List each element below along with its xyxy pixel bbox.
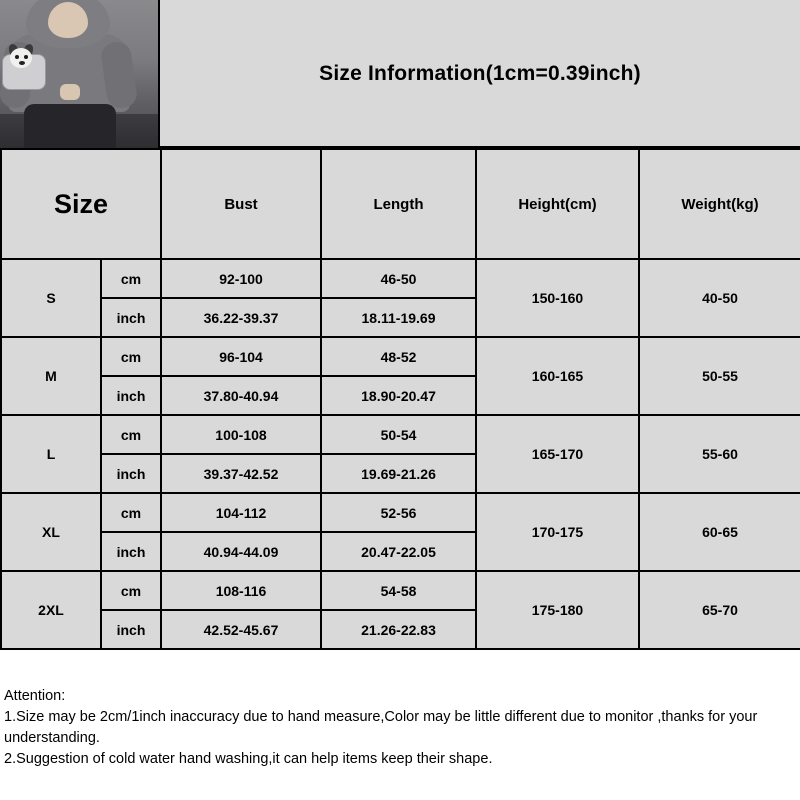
cell-unit-cm: cm [101, 571, 161, 610]
table-row [1, 259, 800, 298]
cell-height: 175-180 [476, 571, 639, 649]
column-header-bust: Bust [161, 149, 321, 259]
cell-unit-cm: cm [101, 259, 161, 298]
cell-weight: 65-70 [639, 571, 800, 649]
cell-bust-inch: 39.37-42.52 [161, 454, 321, 493]
cell-length-cm: 46-50 [321, 259, 476, 298]
cell-size-label: M [1, 337, 101, 415]
cell-length-cm: 52-56 [321, 493, 476, 532]
cell-unit-inch: inch [101, 532, 161, 571]
cell-length-inch: 18.90-20.47 [321, 376, 476, 415]
model-face [48, 2, 88, 38]
column-header-size: Size [1, 149, 161, 259]
cell-unit-inch: inch [101, 376, 161, 415]
cell-bust-cm: 96-104 [161, 337, 321, 376]
cell-bust-inch: 40.94-44.09 [161, 532, 321, 571]
table-row [1, 571, 800, 610]
cell-unit-inch: inch [101, 298, 161, 337]
cell-height: 170-175 [476, 493, 639, 571]
table-body [1, 259, 800, 649]
cell-length-inch: 21.26-22.83 [321, 610, 476, 649]
cell-length-cm: 54-58 [321, 571, 476, 610]
dog-head [10, 48, 32, 68]
cell-unit-inch: inch [101, 610, 161, 649]
cell-size-label: L [1, 415, 101, 493]
cell-height: 165-170 [476, 415, 639, 493]
header-row [1, 149, 800, 259]
cell-bust-cm: 92-100 [161, 259, 321, 298]
cell-bust-inch: 36.22-39.37 [161, 298, 321, 337]
cell-bust-inch: 37.80-40.94 [161, 376, 321, 415]
cell-size-label: S [1, 259, 101, 337]
cell-weight: 60-65 [639, 493, 800, 571]
cell-length-inch: 20.47-22.05 [321, 532, 476, 571]
attention-block [0, 683, 800, 800]
cell-weight: 55-60 [639, 415, 800, 493]
cell-height: 160-165 [476, 337, 639, 415]
dog-left-eye [15, 55, 19, 59]
cell-bust-cm: 100-108 [161, 415, 321, 454]
column-header-height: Height(cm) [476, 149, 639, 259]
dog-nose [19, 61, 25, 65]
size-table [0, 148, 800, 650]
product-photo [0, 0, 160, 148]
cell-weight: 50-55 [639, 337, 800, 415]
cell-bust-cm: 104-112 [161, 493, 321, 532]
cell-size-label: 2XL [1, 571, 101, 649]
cell-height: 150-160 [476, 259, 639, 337]
table-header [1, 149, 800, 259]
dog-right-eye [24, 55, 28, 59]
attention-note-2: 2.Suggestion of cold water hand washing,it can help items keep their shape. [4, 751, 493, 767]
model-pants [24, 104, 116, 148]
table-row [1, 415, 800, 454]
cell-bust-cm: 108-116 [161, 571, 321, 610]
table-row [1, 337, 800, 376]
column-header-weight: Weight(kg) [639, 149, 800, 259]
cell-length-inch: 19.69-21.26 [321, 454, 476, 493]
cell-bust-inch: 42.52-45.67 [161, 610, 321, 649]
cell-weight: 40-50 [639, 259, 800, 337]
cell-length-cm: 50-54 [321, 415, 476, 454]
table-row [1, 493, 800, 532]
model-hand [60, 84, 80, 100]
attention-note-1: 1.Size may be 2cm/1inch inaccuracy due to hand measure,Color may be little different due to monitor ,thanks for your understanding. [4, 709, 762, 746]
cell-unit-cm: cm [101, 415, 161, 454]
cell-unit-cm: cm [101, 493, 161, 532]
header-band [0, 0, 800, 148]
column-header-length: Length [321, 149, 476, 259]
cell-unit-inch: inch [101, 454, 161, 493]
cell-length-inch: 18.11-19.69 [321, 298, 476, 337]
page-title: Size Information(1cm=0.39inch) [319, 62, 641, 85]
cell-length-cm: 48-52 [321, 337, 476, 376]
attention-heading: Attention: [4, 688, 66, 704]
cell-size-label: XL [1, 493, 101, 571]
cell-unit-cm: cm [101, 337, 161, 376]
